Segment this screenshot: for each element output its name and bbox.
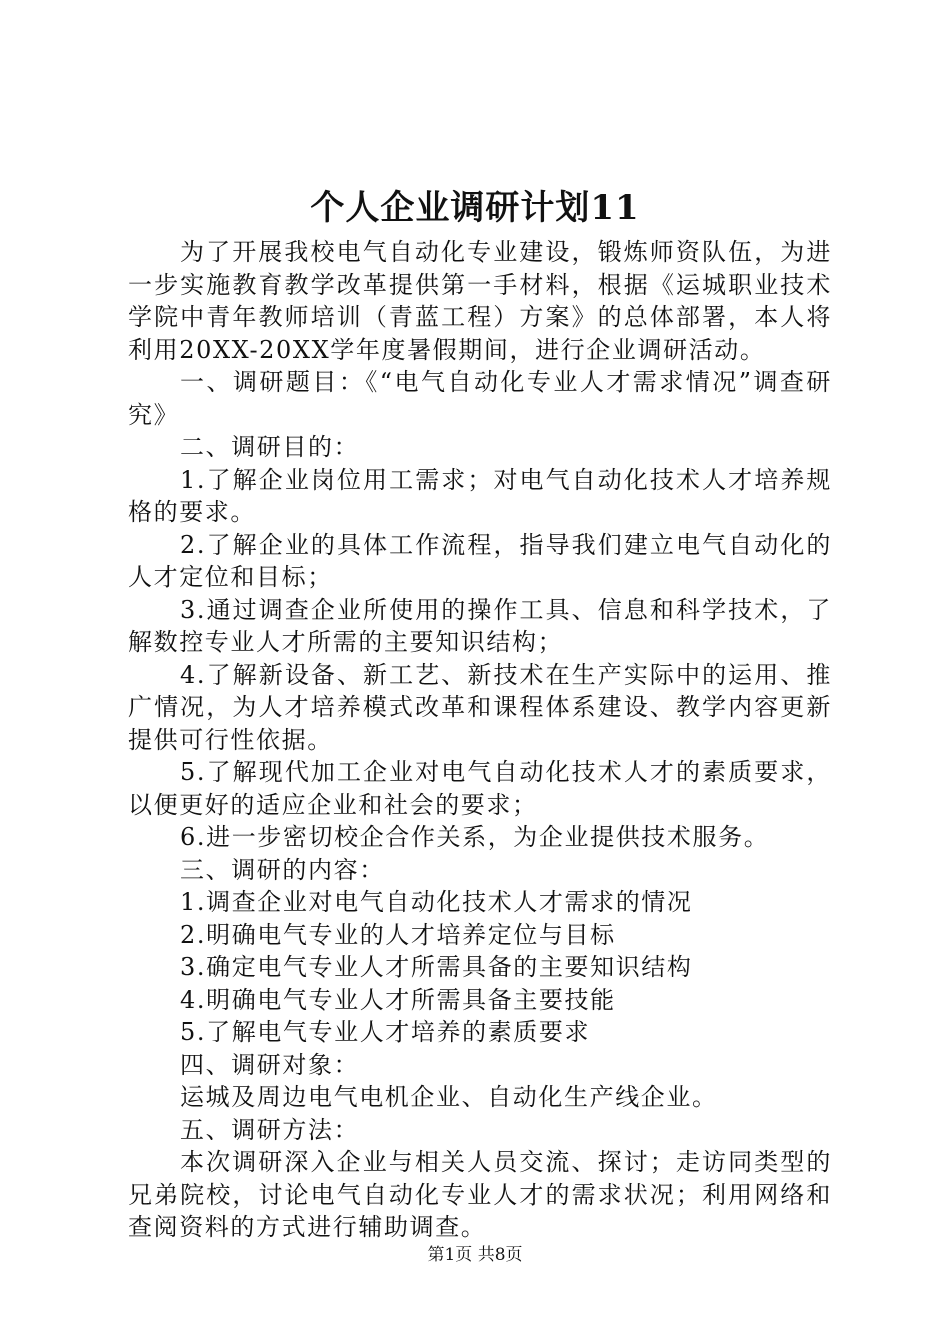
paragraph-purpose-5: 5.了解现代加工企业对电气自动化技术人才的素质要求，以便更好的适应企业和社会的要求；	[128, 758, 832, 819]
paragraph-content-4: 4.明确电气专业人才所需具备主要技能	[180, 985, 616, 1014]
paragraph-content-2: 2.明确电气专业的人才培养定位与目标	[180, 920, 616, 949]
paragraph-content-5: 5.了解电气专业人才培养的素质要求	[180, 1018, 591, 1046]
document-body	[128, 236, 832, 1244]
paragraph-purpose-3: 3.通过调查企业所使用的操作工具、信息和科学技术，了解数控专业人才所需的主要知识结构；	[128, 595, 832, 656]
paragraph-section-1-topic: 一、调研题目：《“电气自动化专业人才需求情况”调查研究》	[128, 368, 832, 429]
paragraph-purpose-1: 1.了解企业岗位用工需求；对电气自动化技术人才培养规格的要求。	[128, 465, 832, 526]
paragraph-content-1: 1.调查企业对电气自动化技术人才需求的情况	[180, 888, 693, 916]
paragraph-intro: 为了开展我校电气自动化专业建设，锻炼师资队伍，为进一步实施教育教学改革提供第一手材料，根据《运城职业技术学院中青年教师培训（青蓝工程）方案》的总体部署，本人将利用20XX-20XX学年度暑假期间，进行企业调研活动。	[128, 238, 832, 364]
paragraph-section-4-heading: 四、调研对象：	[180, 1050, 360, 1079]
paragraph-methods: 本次调研深入企业与相关人员交流、探讨；走访同类型的兄弟院校，讨论电气自动化专业人才的需求状况；利用网络和查阅资料的方式进行辅助调查。	[128, 1148, 832, 1241]
page-footer: 第1页 共8页	[427, 1245, 523, 1265]
paragraph-targets: 运城及周边电气电机企业、自动化生产线企业。	[180, 1083, 718, 1111]
paragraph-section-5-heading: 五、调研方法：	[180, 1115, 360, 1144]
paragraph-content-3: 3.确定电气专业人才所需具备的主要知识结构	[180, 953, 693, 981]
paragraph-purpose-6: 6.进一步密切校企合作关系，为企业提供技术服务。	[180, 823, 770, 851]
paragraph-section-3-heading: 三、调研的内容：	[180, 855, 385, 884]
paragraph-purpose-2: 2.了解企业的具体工作流程，指导我们建立电气自动化的人才定位和目标；	[128, 530, 832, 591]
paragraph-purpose-4: 4.了解新设备、新工艺、新技术在生产实际中的运用、推广情况，为人才培养模式改革和课程体系建设、教学内容更新提供可行性依据。	[128, 660, 832, 754]
paragraph-section-2-heading: 二、调研目的：	[180, 433, 360, 461]
document-title: 个人企业调研计划11	[310, 188, 640, 228]
